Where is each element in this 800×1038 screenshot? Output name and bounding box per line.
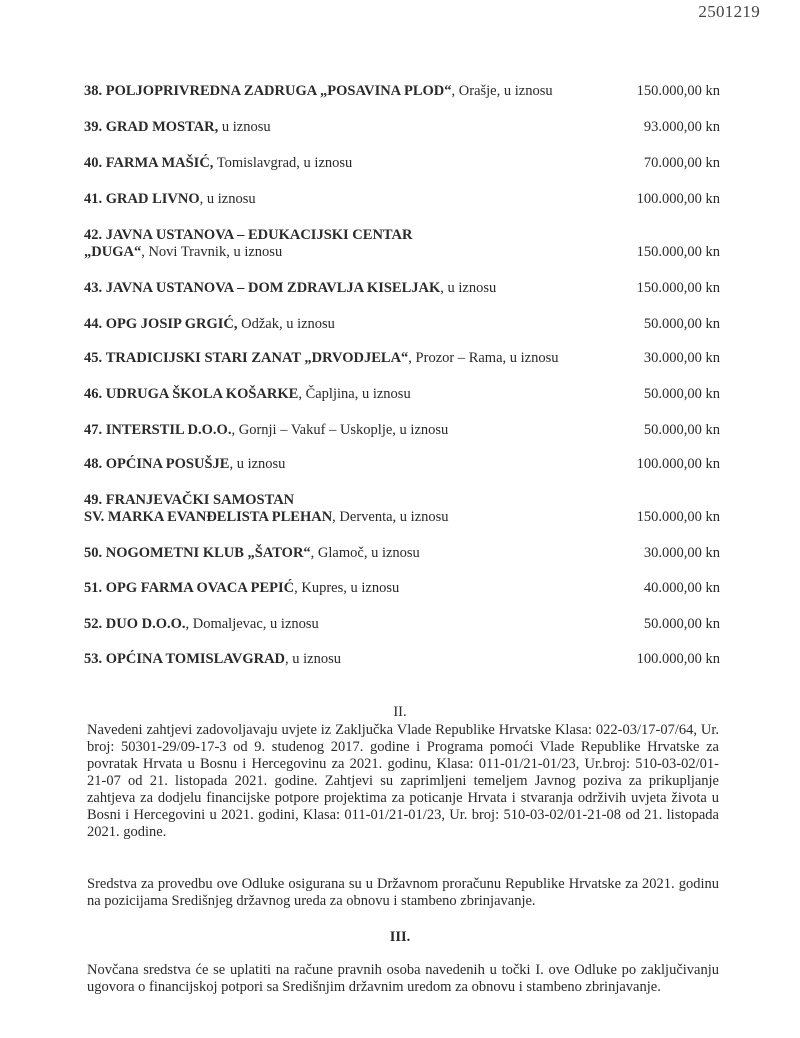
item-number: 52. bbox=[84, 616, 103, 632]
beneficiary-label bbox=[84, 280, 720, 297]
beneficiary-amount: 50.000,00 kn bbox=[643, 386, 720, 402]
beneficiary-name: NOGOMETNI KLUB „ŠATOR“ bbox=[105, 545, 311, 561]
beneficiary-location: , Novi Travnik, u iznosu bbox=[141, 244, 283, 260]
beneficiary-amount: 150.000,00 kn bbox=[636, 83, 720, 99]
beneficiary-name: JAVNA USTANOVA – DOM ZDRAVLJA KISELJAK bbox=[105, 280, 441, 296]
beneficiary-label bbox=[84, 191, 720, 208]
beneficiary-location: , Domaljevac, u iznosu bbox=[185, 616, 319, 632]
beneficiary-location: , u iznosu bbox=[199, 191, 256, 207]
beneficiary-amount: 100.000,00 kn bbox=[636, 191, 720, 207]
beneficiary-location: , u iznosu bbox=[285, 651, 342, 667]
beneficiary-name: JAVNA USTANOVA – EDUKACIJSKI CENTAR bbox=[105, 227, 413, 243]
beneficiary-label bbox=[84, 456, 720, 473]
beneficiary-label bbox=[84, 422, 720, 439]
beneficiary-name: UDRUGA ŠKOLA KOŠARKE bbox=[105, 386, 299, 402]
beneficiary-name: FARMA MAŠIĆ, bbox=[105, 155, 214, 171]
beneficiary-location: , Glamoč, u iznosu bbox=[310, 545, 420, 561]
beneficiary-name: OPG JOSIP GRGIĆ, bbox=[105, 316, 238, 332]
item-number: 50. bbox=[84, 545, 103, 561]
beneficiary-item bbox=[84, 280, 720, 297]
item-number: 43. bbox=[84, 280, 103, 296]
beneficiary-name: INTERSTIL D.O.O. bbox=[105, 422, 232, 438]
beneficiary-amount: 100.000,00 kn bbox=[636, 456, 720, 472]
item-number: 49. bbox=[84, 492, 103, 508]
beneficiary-item bbox=[84, 350, 720, 367]
beneficiary-item bbox=[84, 456, 720, 473]
beneficiary-location: , Derventa, u iznosu bbox=[332, 509, 449, 525]
beneficiary-location: Tomislavgrad, u iznosu bbox=[213, 155, 353, 171]
item-number: 42. bbox=[84, 227, 103, 243]
beneficiary-item bbox=[84, 580, 720, 597]
beneficiary-location: , Čapljina, u iznosu bbox=[298, 386, 411, 402]
item-number: 38. bbox=[84, 83, 103, 99]
beneficiary-amount: 70.000,00 kn bbox=[643, 155, 720, 171]
item-number: 39. bbox=[84, 119, 103, 135]
item-number: 53. bbox=[84, 651, 103, 667]
beneficiary-amount: 150.000,00 kn bbox=[636, 244, 720, 260]
beneficiary-item bbox=[84, 119, 720, 136]
beneficiary-label bbox=[84, 119, 720, 136]
beneficiary-amount: 50.000,00 kn bbox=[643, 422, 720, 438]
beneficiary-item bbox=[84, 545, 720, 562]
item-number: 51. bbox=[84, 580, 103, 596]
beneficiary-item bbox=[84, 616, 720, 633]
beneficiary-name-continued: SV. MARKA EVANĐELISTA PLEHAN bbox=[84, 509, 333, 525]
beneficiary-label bbox=[84, 83, 720, 100]
beneficiary-label bbox=[84, 227, 720, 261]
beneficiary-location: , Kupres, u iznosu bbox=[294, 580, 400, 596]
section-heading-iii: III. bbox=[389, 929, 411, 945]
beneficiary-location: , Prozor – Rama, u iznosu bbox=[408, 350, 559, 366]
beneficiary-label bbox=[84, 386, 720, 403]
item-number: 45. bbox=[84, 350, 103, 366]
beneficiary-item bbox=[84, 386, 720, 403]
beneficiary-label bbox=[84, 350, 720, 367]
beneficiary-amount: 150.000,00 kn bbox=[636, 509, 720, 525]
beneficiary-label bbox=[84, 651, 720, 668]
beneficiary-name: OPĆINA POSUŠJE bbox=[105, 456, 230, 472]
section-ii-paragraph-funding: Sredstva za provedbu ove Odluke osigurana su u Državnom proračunu Republike Hrvatske za 2021. godinu na pozicijama Središnjeg državnog ureda za obnovu i stambeno zbrinjavanje. bbox=[87, 876, 719, 909]
beneficiary-location: Odžak, u iznosu bbox=[237, 316, 335, 332]
beneficiary-amount: 50.000,00 kn bbox=[643, 316, 720, 332]
section-iii-paragraph-payment: Novčana sredstva će se uplatiti na račune pravnih osoba navedenih u točki I. ove Odluke po zaključivanju ugovora o financijskoj potpori sa Središnjim državnim uredom za obnovu i stambeno zbrinjavanje. bbox=[87, 962, 719, 995]
item-number: 48. bbox=[84, 456, 103, 472]
beneficiary-label bbox=[84, 155, 720, 172]
beneficiary-location: , Gornji – Vakuf – Uskoplje, u iznosu bbox=[231, 422, 449, 438]
beneficiary-amount: 30.000,00 kn bbox=[643, 350, 720, 366]
beneficiary-item bbox=[84, 191, 720, 208]
beneficiary-amount: 100.000,00 kn bbox=[636, 651, 720, 667]
beneficiary-amount: 40.000,00 kn bbox=[643, 580, 720, 596]
beneficiary-label bbox=[84, 492, 720, 526]
beneficiary-item bbox=[84, 227, 720, 261]
beneficiary-label bbox=[84, 616, 720, 633]
beneficiary-name: GRAD MOSTAR, bbox=[105, 119, 219, 135]
beneficiary-item bbox=[84, 651, 720, 668]
beneficiary-location: , u iznosu bbox=[229, 456, 286, 472]
item-number: 40. bbox=[84, 155, 103, 171]
beneficiary-name: OPG FARMA OVACA PEPIĆ bbox=[105, 580, 295, 596]
beneficiary-label bbox=[84, 545, 720, 562]
item-number: 44. bbox=[84, 316, 103, 332]
beneficiary-location: , u iznosu bbox=[440, 280, 497, 296]
beneficiary-name: OPĆINA TOMISLAVGRAD bbox=[105, 651, 286, 667]
item-number: 46. bbox=[84, 386, 103, 402]
beneficiary-name: POLJOPRIVREDNA ZADRUGA „POSAVINA PLOD“ bbox=[105, 83, 452, 99]
beneficiary-name-continued: „DUGA“ bbox=[84, 244, 142, 260]
beneficiary-item bbox=[84, 316, 720, 333]
section-ii-paragraph-conditions: Navedeni zahtjevi zadovoljavaju uvjete iz Zaključka Vlade Republike Hrvatske Klasa: 022-03/17-07/64, Ur. broj: 50301-29/09-17-3 od 9. studenog 2017. godine i Programa pomoći Vlade Republike Hrvatske za povratak Hrvata u Bosnu i Hercegovinu za 2021. godinu, Klasa: 011-01/21-01/23, Ur.broj: 510-03-02/01-21-07 od 21. listopada 2021. godine. Zahtjevi su zaprimljeni temeljem Javnog poziva za prikupljanje zahtjeva za dodjelu financijske potpore projektima za poticanje Hrvata i stvaranja održivih uvjeta života u Bosni i Hercegovini u 2021. godini, Klasa: 011-01/21-01/23, Ur. broj: 510-03-02/01-21-08 od 21. listopada 2021. godine. bbox=[87, 722, 719, 840]
beneficiary-name: GRAD LIVNO bbox=[105, 191, 200, 207]
beneficiary-item bbox=[84, 422, 720, 439]
item-number: 41. bbox=[84, 191, 103, 207]
beneficiary-label bbox=[84, 580, 720, 597]
beneficiary-item bbox=[84, 83, 720, 100]
item-number: 47. bbox=[84, 422, 103, 438]
beneficiary-item bbox=[84, 155, 720, 172]
document-number: 2501219 bbox=[698, 2, 760, 21]
beneficiary-amount: 30.000,00 kn bbox=[643, 545, 720, 561]
beneficiary-location: , Orašje, u iznosu bbox=[451, 83, 553, 99]
beneficiary-amount: 50.000,00 kn bbox=[643, 616, 720, 632]
beneficiary-location: u iznosu bbox=[218, 119, 271, 135]
beneficiary-name: FRANJEVAČKI SAMOSTAN bbox=[105, 492, 295, 508]
beneficiary-amount: 93.000,00 kn bbox=[643, 119, 720, 135]
beneficiary-name: TRADICIJSKI STARI ZANAT „DRVODJELA“ bbox=[105, 350, 409, 366]
beneficiary-label bbox=[84, 316, 720, 333]
beneficiary-item bbox=[84, 492, 720, 526]
beneficiary-amount: 150.000,00 kn bbox=[636, 280, 720, 296]
beneficiary-name: DUO D.O.O. bbox=[105, 616, 186, 632]
section-heading-ii: II. bbox=[393, 704, 407, 720]
